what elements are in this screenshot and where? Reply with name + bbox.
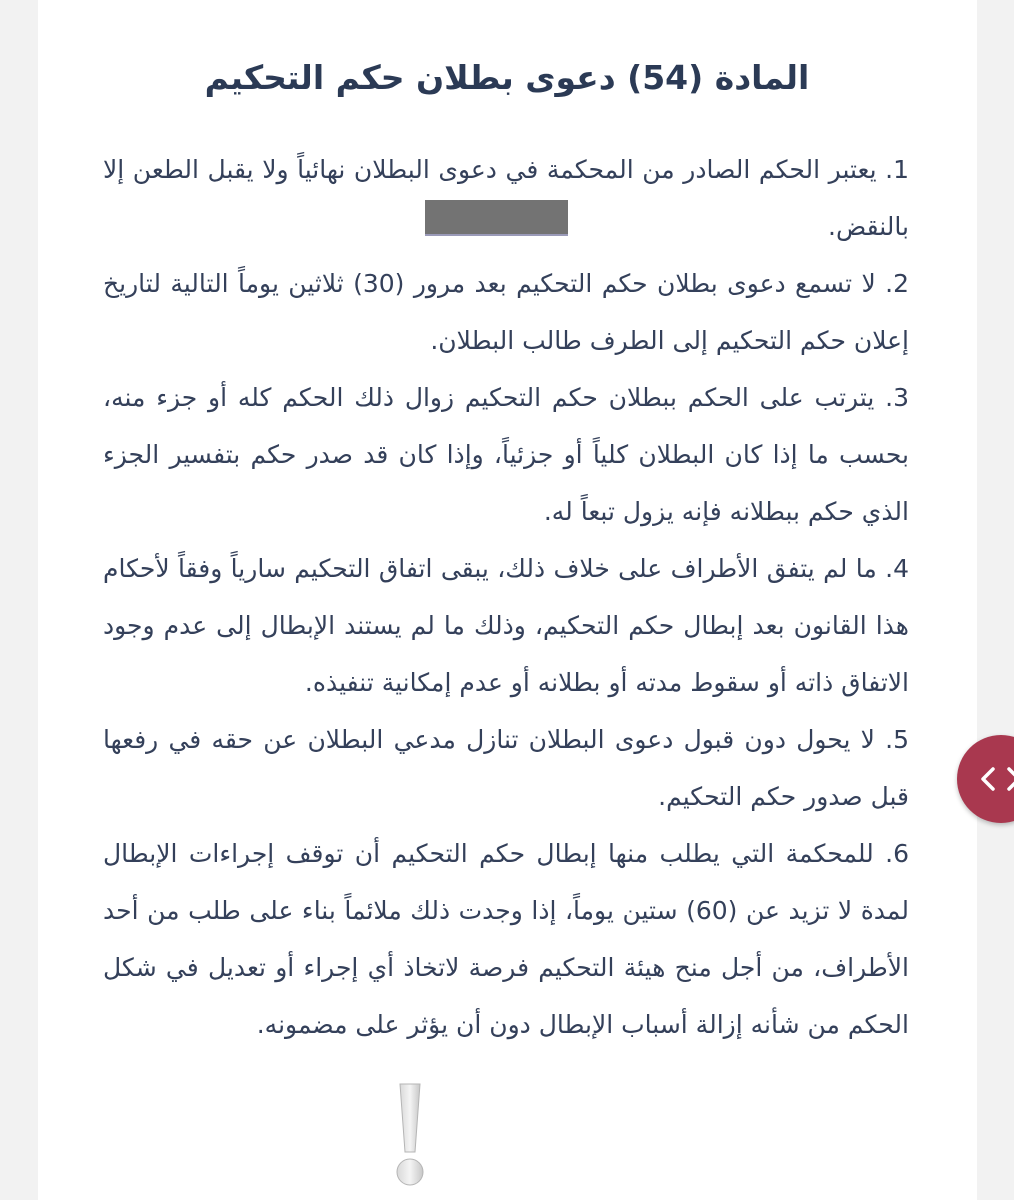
article-item-2: 2. لا تسمع دعوى بطلان حكم التحكيم بعد مرور (30) ثلاثين يوماً التالية لتاريخ إعلان حكم التحكيم إلى الطرف طالب البطلان. [103, 269, 909, 355]
article-item-3: 3. يترتب على الحكم ببطلان حكم التحكيم زوال ذلك الحكم كله أو جزء منه، بحسب ما إذا كان البطلان كلياً أو جزئياً، وإذا كان قد صدر حكم بتفسير الجزء الذي حكم ببطلانه فإنه يزول تبعاً له. [103, 383, 909, 526]
article-item-6: 6. للمحكمة التي يطلب منها إبطال حكم التحكيم أن توقف إجراءات الإبطال لمدة لا تزيد عن (60) ستين يوماً، إذا وجدت ذلك ملائماً بناء على طلب من أحد الأطراف، من أجل منح هيئة التحكيم فرصة لاتخاذ أي إجراء أو تعديل في شكل الحكم من شأنه إزالة أسباب الإبطال دون أن يؤثر على مضمونه. [103, 839, 909, 1039]
article-title: المادة (54) دعوى بطلان حكم التحكيم [204, 58, 810, 97]
article-item-5: 5. لا يحول دون قبول دعوى البطلان تنازل مدعي البطلان عن حقه في رفعها قبل صدور حكم التحكيم. [103, 725, 909, 811]
code-brackets-icon [973, 763, 1014, 795]
redaction-block [425, 200, 568, 236]
article-item-4: 4. ما لم يتفق الأطراف على خلاف ذلك، يبقى اتفاق التحكيم سارياً وفقاً لأحكام هذا القانون بعد إبطال حكم التحكيم، وذلك ما لم يستند الإبطال إلى عدم وجود الاتفاق ذاته أو سقوط مدته أو بطلانه أو عدم إمكانية تنفيذه. [103, 554, 909, 697]
exclamation-icon [382, 1080, 438, 1190]
article-body [103, 141, 909, 1053]
article-item-1: 1. يعتبر الحكم الصادر من المحكمة في دعوى البطلان نهائياً ولا يقبل الطعن إلا بالنقض. [103, 155, 909, 241]
